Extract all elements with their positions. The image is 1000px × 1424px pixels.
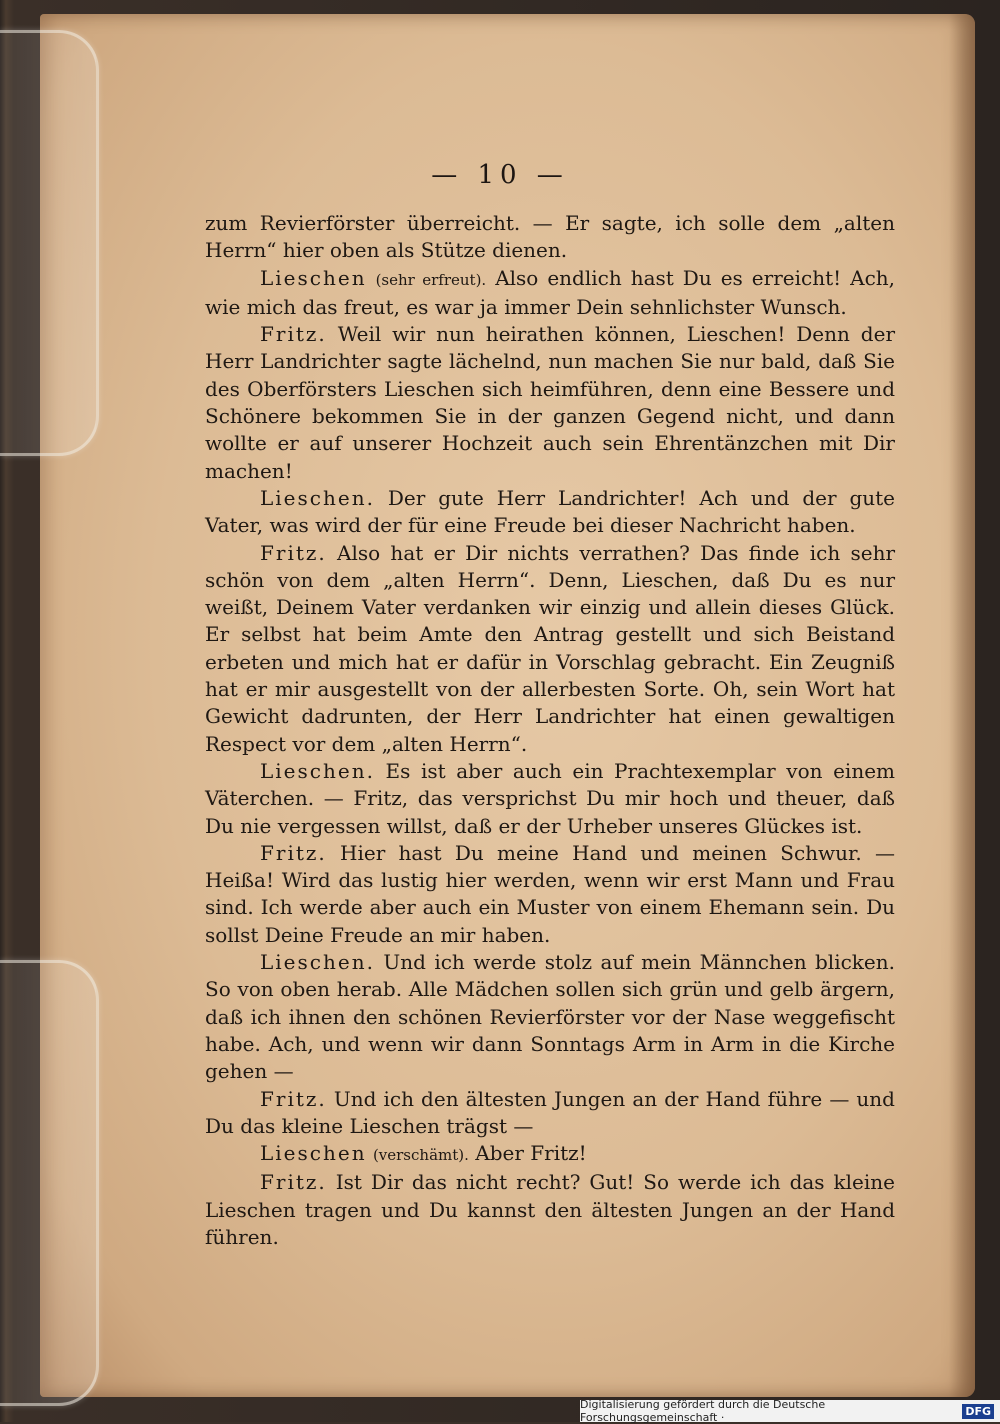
paragraph-text: Also hat er Dir nichts verrathen? Das finde ich sehr schön von dem „alten Herrn“. Denn, Lieschen, daß Du es nur weißt, Deinem Vater verdanken wir einzig und allein dieses Glück. Er selbst hat beim Amte den Antrag gestellt und sich Beistand erbeten und mich hat er dafür in Vorschlag gebracht. Ein Zeugniß hat er mir ausgestellt von der allerbesten Sorte. Oh, sein Wort hat Gewicht dadrunten, der Herr Landrichter hat einen gewaltigen Respect vor dem „alten Herrn“. xyxy=(205,540,896,756)
paragraph xyxy=(205,1086,895,1141)
dfg-footer xyxy=(580,1400,1000,1422)
paragraph xyxy=(205,1140,895,1169)
speaker-name: Fritz. xyxy=(260,840,327,865)
paragraph-text: Weil wir nun heirathen können, Lieschen! Denn der Herr Landrichter sagte lächelnd, nun machen Sie nur bald, daß Sie des Oberförsters Lieschen sich heimführen, denn eine Bessere und Schönere bekommen Sie in der ganzen Gegend nicht, und dann wollte er auf unserer Hochzeit auch sein Ehrentänzchen mit Dir machen! xyxy=(205,322,896,483)
paragraph-text: Hier hast Du meine Hand und meinen Schwur. — Heißa! Wird das lustig hier werden, wenn wir erst Mann und Frau sind. Ich werde aber auch ein Muster von einem Ehemann sein. Du sollst Deine Freude an mir haben. xyxy=(205,840,895,947)
speaker-name: Lieschen. xyxy=(260,950,375,975)
page-edge xyxy=(949,14,975,1397)
paragraph-text: Und ich werde stolz auf mein Männchen blicken. So von oben herab. Alle Mädchen sollen sich grün und gelb ärgern, daß ich ihnen den schönen Revierförster vor der Nase weggefischt habe. Ach, und wenn wir dann Sonntags Arm in Arm in die Kirche gehen — xyxy=(205,950,895,1084)
paragraph xyxy=(205,265,895,322)
speaker-name: Lieschen. xyxy=(260,758,375,783)
paragraph xyxy=(205,949,895,1085)
dfg-logo: DFG xyxy=(962,1404,994,1419)
paragraph-text: Also endlich hast Du es erreicht! Ach, wie mich das freut, es war ja immer Dein sehnlichster Wunsch. xyxy=(205,265,896,319)
stage-direction: (verschämt). xyxy=(372,1146,469,1165)
speaker-name: Lieschen xyxy=(260,1141,367,1166)
paragraph-text: Der gute Herr Landrichter! Ach und der gute Vater, was wird der für eine Freude bei dieser Nachricht haben. xyxy=(205,485,895,538)
paragraph xyxy=(205,210,895,265)
paragraph-text: Ist Dir das nicht recht? Gut! So werde ich das kleine Lieschen tragen und Du kannst den ältesten Jungen an der Hand führen. xyxy=(205,1170,895,1249)
paragraph-text: Aber Fritz! xyxy=(475,1141,587,1166)
footer-text: Digitalisierung gefördert durch die Deutsche Forschungsgemeinschaft · xyxy=(580,1398,826,1424)
paragraph xyxy=(205,840,895,949)
plastic-clip-bottom xyxy=(0,960,99,1406)
speaker-name: Lieschen xyxy=(260,265,367,290)
page-number: — 10 — xyxy=(431,160,569,190)
plastic-clip-top xyxy=(0,30,99,456)
paragraph-text: Es ist aber auch ein Prachtexemplar von einem Väterchen. — Fritz, das versprichst Du mir hoch und theuer, daß Du nie vergessen willst, daß er der Urheber unseres Glückes ist. xyxy=(205,758,895,838)
speaker-name: Fritz. xyxy=(260,540,327,565)
paragraph-text: zum Revierförster überreicht. — Er sagte, ich solle dem „alten Herrn“ hier oben als Stütze dienen. xyxy=(205,211,895,263)
speaker-name: Lieschen. xyxy=(260,485,375,510)
paragraph xyxy=(205,540,895,758)
speaker-name: Fritz. xyxy=(260,1170,327,1195)
paragraph-text: Und ich den ältesten Jungen an der Hand führe — und Du das kleine Lieschen trägst — xyxy=(205,1086,895,1138)
stage-direction: (sehr erfreut). xyxy=(375,270,487,289)
body-text xyxy=(205,210,895,1251)
speaker-name: Fritz. xyxy=(260,322,327,347)
paragraph xyxy=(205,321,895,485)
paragraph xyxy=(205,485,895,540)
speaker-name: Fritz. xyxy=(260,1086,327,1111)
paragraph xyxy=(205,1169,895,1251)
paragraph xyxy=(205,758,895,840)
